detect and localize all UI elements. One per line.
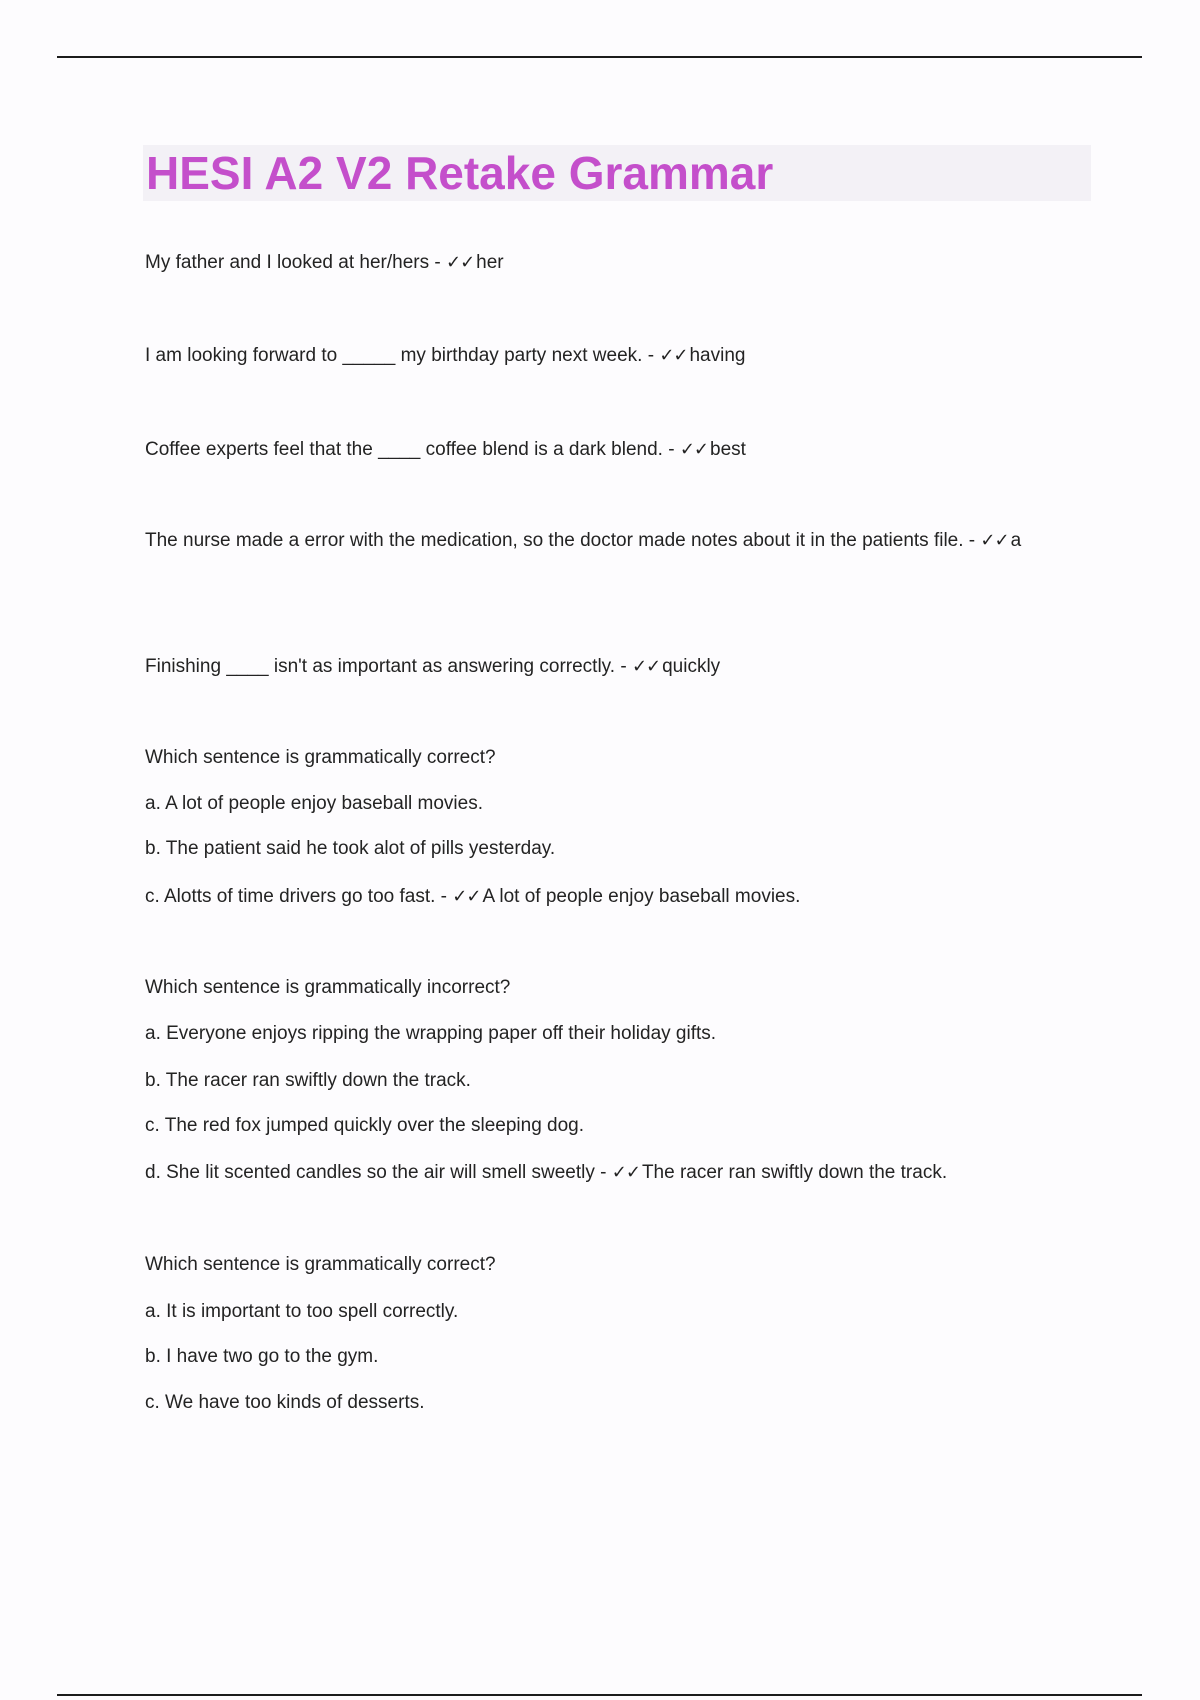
footer-rule (57, 1694, 1142, 1696)
option-text: d. She lit scented candles so the air will smell sweetly - (145, 1162, 612, 1183)
check-mark-icon: ✓✓ (980, 530, 1009, 551)
question-text: My father and I looked at her/hers - (145, 252, 446, 273)
mc3-prompt: Which sentence is grammatically correct? (145, 1254, 496, 1275)
question-text: Coffee experts feel that the ____ coffee blend is a dark blend. - (145, 439, 680, 460)
mc3-option-c: c. We have too kinds of desserts. (145, 1392, 425, 1413)
check-mark-icon: ✓✓ (659, 345, 688, 366)
mc2-option-b: b. The racer ran swiftly down the track. (145, 1070, 471, 1091)
check-mark-icon: ✓✓ (452, 886, 481, 907)
answer-text: her (476, 252, 504, 273)
mc2-option-c: c. The red fox jumped quickly over the sleeping dog. (145, 1115, 585, 1136)
qa-item-3 (145, 434, 746, 466)
document-title: HESI A2 V2 Retake Grammar (146, 147, 774, 199)
qa-item-1 (145, 247, 504, 279)
header-rule (57, 56, 1142, 58)
mc1-option-c (145, 881, 800, 913)
check-mark-icon: ✓✓ (446, 252, 475, 273)
question-text: Finishing ____ isn't as important as answering correctly. - (145, 656, 632, 677)
qa-item-5 (145, 651, 720, 683)
mc1-prompt: Which sentence is grammatically correct? (145, 747, 496, 768)
check-mark-icon: ✓✓ (631, 656, 661, 677)
mc1-option-b: b. The patient said he took alot of pills yesterday. (145, 838, 556, 859)
answer-text: The racer ran swiftly down the track. (641, 1162, 948, 1183)
qa-item-4 (145, 525, 1075, 557)
check-mark-icon: ✓✓ (611, 1162, 640, 1183)
question-text: I am looking forward to _____ my birthday party next week. - (145, 345, 660, 366)
mc2-option-d (145, 1157, 947, 1189)
mc3-option-a: a. It is important to too spell correctly. (145, 1301, 459, 1322)
answer-text: having (689, 345, 746, 366)
check-mark-icon: ✓✓ (679, 439, 708, 460)
answer-text: A lot of people enjoy baseball movies. (482, 886, 801, 907)
question-text: The nurse made a error with the medication, so the doctor made notes about it in the patients file. - (145, 530, 981, 551)
option-text: c. Alotts of time drivers go too fast. - (145, 886, 453, 907)
answer-text: best (710, 439, 746, 460)
mc2-option-a: a. Everyone enjoys ripping the wrapping paper off their holiday gifts. (145, 1023, 717, 1044)
mc2-prompt: Which sentence is grammatically incorrect? (145, 977, 511, 998)
answer-text: quickly (662, 656, 721, 677)
mc3-option-b: b. I have two go to the gym. (145, 1346, 379, 1367)
answer-text: a (1010, 530, 1022, 551)
mc1-option-a: a. A lot of people enjoy baseball movies. (145, 793, 484, 814)
qa-item-2 (145, 340, 745, 372)
